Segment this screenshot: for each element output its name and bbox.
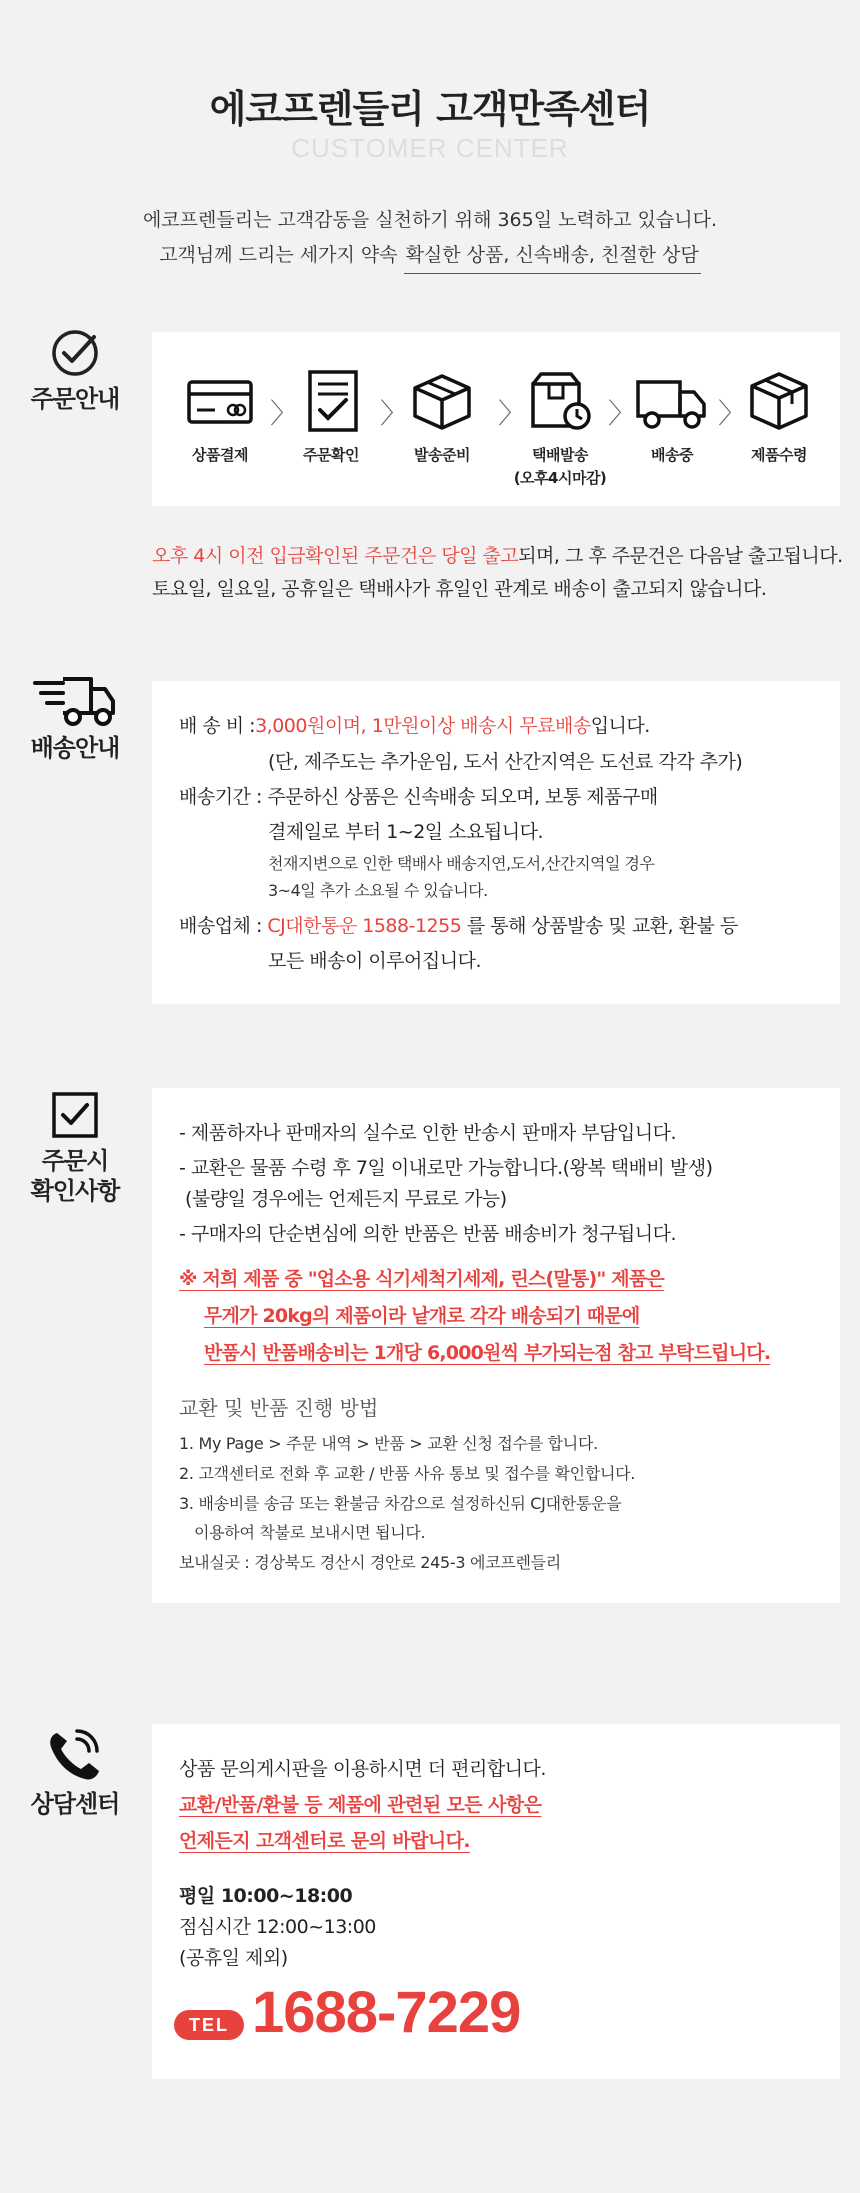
shipping-period-label: 배송기간 : bbox=[179, 786, 262, 808]
step-received bbox=[729, 370, 829, 467]
order-note-rest: 되며, 그 후 주문건은 다음날 출고됩니다. bbox=[518, 545, 843, 567]
checklist-icon bbox=[296, 370, 366, 432]
shipping-section-label bbox=[0, 675, 150, 763]
confirm-warning: ※ 저희 제품 중 "업소용 식기세척기세제, 린스(말통)" 제품은 bbox=[179, 1268, 664, 1290]
order-note-line-2: 토요일, 일요일, 공휴일은 택배사가 휴일인 관계로 배송이 출고되지 않습니다. bbox=[152, 578, 767, 601]
shipping-period-note-2: 3~4일 추가 소요될 수 있습니다. bbox=[268, 881, 488, 900]
order-note-line-1 bbox=[152, 540, 843, 573]
counsel-label: 상담센터 bbox=[30, 1790, 120, 1818]
card-icon bbox=[185, 370, 255, 432]
confirm-label bbox=[0, 1146, 150, 1206]
shipping-fee-rest: 입니다. bbox=[590, 715, 650, 737]
counsel-section-label bbox=[0, 1725, 150, 1819]
hours-holiday: (공휴일 제외) bbox=[179, 1947, 288, 1969]
order-note bbox=[152, 540, 843, 607]
confirm-item: - 교환은 물품 수령 후 7일 이내로만 가능합니다.(왕복 택배비 발생) bbox=[179, 1157, 713, 1179]
shipping-label: 배송안내 bbox=[30, 734, 120, 762]
order-label: 주문안내 bbox=[30, 385, 120, 413]
phone-icon bbox=[45, 1725, 105, 1783]
step-dispatch bbox=[510, 370, 610, 491]
step-delivering bbox=[622, 370, 722, 467]
hours-weekday: 평일 10:00~18:00 bbox=[179, 1885, 353, 1907]
step-confirm bbox=[281, 370, 381, 467]
shipping-fee-red: 3,000원이며, 1만원이상 배송시 무료배송 bbox=[255, 715, 591, 737]
shipping-box bbox=[152, 681, 840, 1004]
intro-line-2 bbox=[0, 240, 860, 274]
process-step: 2. 고객센터로 전화 후 교환 / 반품 사유 통보 및 접수를 확인합니다. bbox=[179, 1464, 636, 1483]
intro-highlight: 확실한 상품, 신속배송, 친절한 상담 bbox=[404, 240, 701, 274]
step-label: 발송준비 bbox=[414, 446, 470, 464]
order-steps-box bbox=[152, 332, 840, 506]
check-circle-icon bbox=[50, 328, 100, 378]
step-label bbox=[510, 444, 610, 491]
shipping-period-note-1: 천재지변으로 인한 택배사 배송지연,도서,산간지역일 경우 bbox=[268, 854, 655, 873]
order-note-red: 오후 4시 이전 입금확인된 주문건은 당일 출고 bbox=[152, 545, 519, 567]
page-title: 에코프렌들리 고객만족센터 bbox=[209, 87, 651, 131]
counsel-red-line-2: 언제든지 고객센터로 문의 바랍니다. bbox=[179, 1830, 470, 1852]
counsel-line-1: 상품 문의게시판을 이용하시면 더 편리합니다. bbox=[179, 1758, 546, 1780]
box-icon bbox=[744, 370, 814, 432]
shipping-fee-row bbox=[179, 711, 650, 738]
shipping-company-label: 배송업체 : bbox=[179, 915, 262, 937]
process-step: 3. 배송비를 송금 또는 환불금 차감으로 설정하신뒤 CJ대한통운을 bbox=[179, 1494, 622, 1513]
confirm-box bbox=[152, 1088, 840, 1603]
truck-icon bbox=[634, 370, 710, 432]
step-prepare bbox=[392, 370, 492, 467]
shipping-fee-label: 배 송 비 : bbox=[179, 715, 256, 737]
chevron-right-icon: 〉 bbox=[498, 397, 527, 430]
return-address: 보내실곳 : 경상북도 경산시 경안로 245-3 에코프렌들리 bbox=[179, 1553, 561, 1572]
step-label: 주문확인 bbox=[303, 446, 359, 464]
step-label: 배송중 bbox=[651, 446, 693, 464]
shipping-period-row bbox=[179, 782, 658, 809]
step-label-sub: (오후4시마감) bbox=[513, 469, 607, 488]
chevron-right-icon: 〉 bbox=[718, 397, 747, 430]
intro-line-1: 에코프렌들리는 고객감동을 실천하기 위해 365일 노력하고 있습니다. bbox=[142, 209, 718, 231]
shipping-company-red: CJ대한통운 1588-1255 bbox=[267, 915, 462, 937]
chevron-right-icon: 〉 bbox=[608, 397, 637, 430]
chevron-right-icon: 〉 bbox=[270, 397, 299, 430]
shipping-period-text: 주문하신 상품은 신속배송 되오며, 보통 제품구매 bbox=[267, 786, 658, 808]
shipping-company-rest: 를 통해 상품발송 및 교환, 환불 등 bbox=[461, 915, 738, 937]
shipping-period-red: 결제일로 부터 1~2일 소요됩니다. bbox=[268, 821, 544, 843]
tel-number[interactable]: 1688-7229 bbox=[252, 1980, 521, 2045]
step-payment bbox=[170, 370, 270, 467]
order-section-label bbox=[0, 328, 150, 414]
process-step: 1. My Page > 주문 내역 > 반품 > 교환 신청 접수를 합니다. bbox=[179, 1434, 598, 1453]
page-subtitle: CUSTOMER CENTER bbox=[291, 133, 569, 163]
step-label: 상품결제 bbox=[192, 446, 248, 464]
confirm-item: (불량일 경우에는 언제든지 무료로 가능) bbox=[185, 1188, 507, 1210]
confirm-warning: 반품시 반품배송비는 1개당 6,000원씩 부가되는점 참고 부탁드립니다. bbox=[204, 1342, 771, 1364]
confirm-section-label bbox=[0, 1090, 150, 1206]
counsel-red-line-1: 교환/반품/환불 등 제품에 관련된 모든 사항은 bbox=[179, 1794, 542, 1816]
chevron-right-icon: 〉 bbox=[380, 397, 409, 430]
step-label-main: 택배발송 bbox=[532, 446, 588, 464]
box-clock-icon bbox=[525, 370, 595, 432]
intro-prefix: 고객님께 드리는 세가지 약속 bbox=[159, 244, 398, 266]
box-open-icon bbox=[407, 370, 477, 432]
confirm-label-line-2: 확인사항 bbox=[30, 1177, 120, 1205]
process-step: 이용하여 착불로 보내시면 됩니다. bbox=[194, 1523, 426, 1542]
step-label: 제품수령 bbox=[751, 446, 807, 464]
counsel-box bbox=[152, 1724, 840, 2079]
checkbox-icon bbox=[50, 1090, 100, 1140]
confirm-item: - 제품하자나 판매자의 실수로 인한 반송시 판매자 부담입니다. bbox=[179, 1122, 677, 1144]
shipping-company-line-2: 모든 배송이 이루어집니다. bbox=[268, 950, 482, 972]
fast-truck-icon bbox=[33, 675, 117, 727]
hours-lunch: 점심시간 12:00~13:00 bbox=[179, 1916, 376, 1938]
confirm-item: - 구매자의 단순변심에 의한 반품은 반품 배송비가 청구됩니다. bbox=[179, 1223, 677, 1245]
confirm-label-line-1: 주문시 bbox=[41, 1147, 109, 1175]
shipping-fee-note: (단, 제주도는 추가운임, 도서 산간지역은 도선료 각각 추가) bbox=[268, 751, 743, 773]
tel-badge: TEL bbox=[174, 2010, 244, 2040]
process-title: 교환 및 반품 진행 방법 bbox=[179, 1396, 379, 1420]
confirm-warning: 무게가 20kg의 제품이라 낱개로 각각 배송되기 때문에 bbox=[204, 1305, 640, 1327]
shipping-company-row bbox=[179, 911, 738, 938]
